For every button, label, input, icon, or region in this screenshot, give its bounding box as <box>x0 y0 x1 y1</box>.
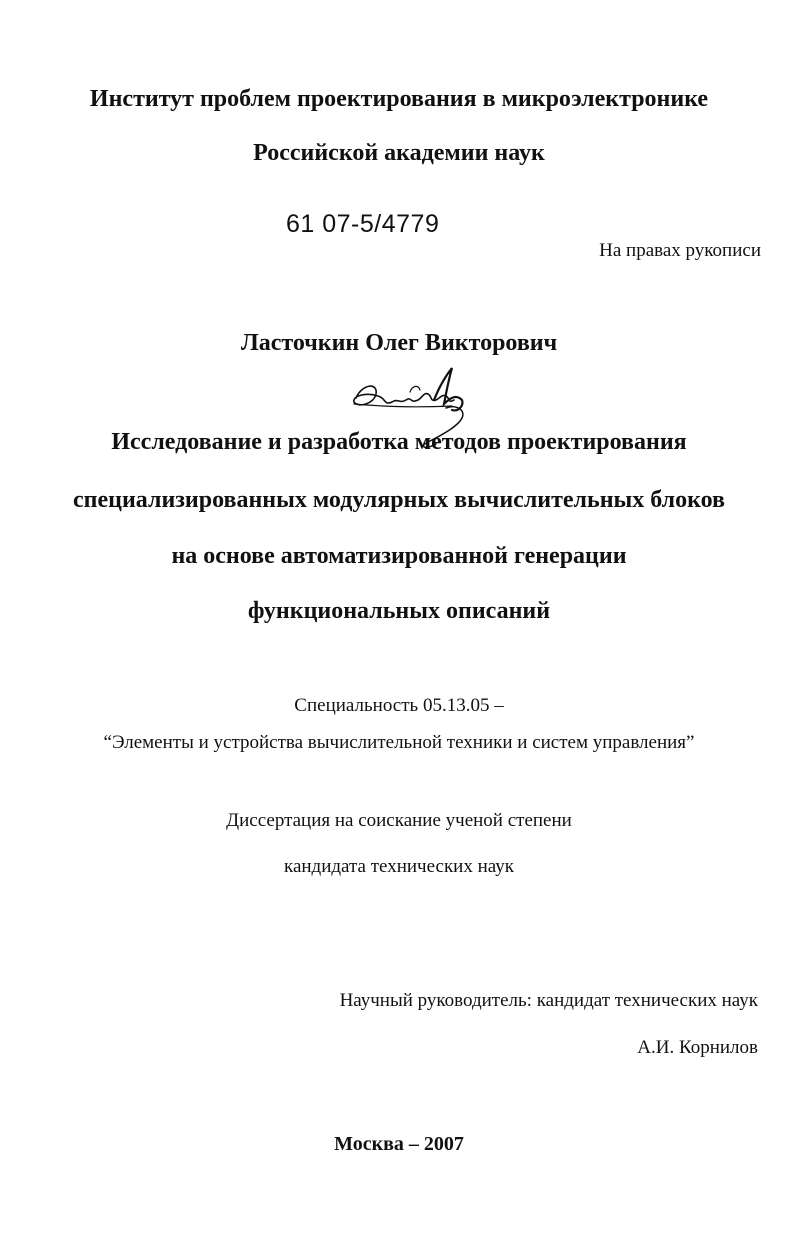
institute-name-line1: Институт проблем проектирования в микроэлектронике <box>89 86 709 112</box>
specialty-code: Специальность 05.13.05 – <box>294 695 504 716</box>
dissertation-title-line: на основе автоматизированной генерации <box>171 543 627 569</box>
dissertation-title-line: функциональных описаний <box>247 598 551 624</box>
institute-name-line2: Российской академии наук <box>253 140 545 166</box>
specialty-name: “Элементы и устройства вычислительной техники и систем управления” <box>103 732 695 753</box>
author-name: Ласточкин Олег Викторович <box>240 330 558 356</box>
degree-line1: Диссертация на соискание ученой степени <box>226 810 572 831</box>
dissertation-title-line: специализированных модулярных вычислительных блоков <box>72 487 726 513</box>
degree-line2: кандидата технических наук <box>284 856 514 877</box>
city-year: Москва – 2007 <box>334 1133 464 1155</box>
supervisor-name: А.И. Корнилов <box>637 1037 758 1058</box>
supervisor-label: Научный руководитель: кандидат технических наук <box>339 990 758 1011</box>
archive-code: 61 07-5/4779 <box>286 210 440 238</box>
manuscript-rights-note: На правах рукописи <box>599 240 761 261</box>
dissertation-title-line: Исследование и разработка методов проектирования <box>111 429 687 455</box>
